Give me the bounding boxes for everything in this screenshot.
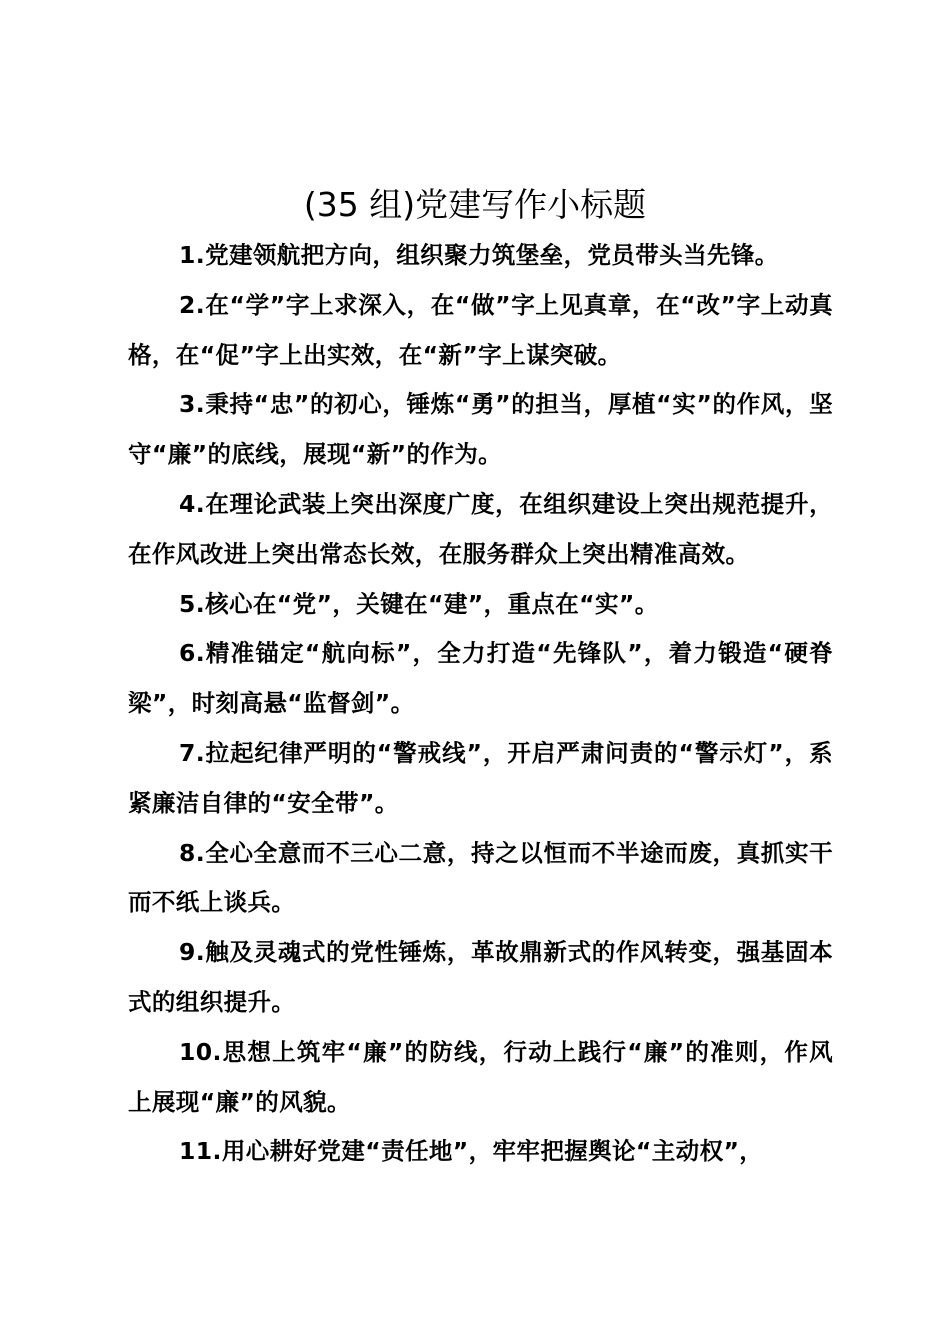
heading-item-10: 10.思想上筑牢“廉”的防线，行动上践行“廉”的准则，作风上展现“廉”的风貌。: [128, 1037, 833, 1116]
heading-item-5: 5.核心在“党”，关键在“建”，重点在“实”。: [179, 589, 659, 618]
heading-item-7: 7.拉起纪律严明的“警戒线”，开启严肃问责的“警示灯”，系紧廉洁自律的“安全带”。: [128, 738, 833, 817]
document-body: [128, 231, 833, 1177]
heading-item-1: 1.党建领航把方向，组织聚力筑堡垒，党员带头当先锋。: [179, 241, 779, 269]
heading-item-2: 2.在“学”字上求深入，在“做”字上见真章，在“改”字上动真格，在“促”字上出实效，在“新”字上谋突破。: [128, 290, 833, 369]
heading-item-6: 6.精准锚定“航向标”，全力打造“先锋队”，着力锻造“硬脊梁”，时刻高悬“监督剑”。: [128, 639, 833, 718]
heading-item-9: 9.触及灵魂式的党性锤炼，革故鼎新式的作风转变，强基固本式的组织提升。: [128, 938, 833, 1016]
heading-item-4: 4.在理论武装上突出深度广度，在组织建设上突出规范提升，在作风改进上突出常态长效，在服务群众上突出精准高效。: [128, 489, 833, 568]
heading-item-3: 3.秉持“忠”的初心，锤炼“勇”的担当，厚植“实”的作风，坚守“廉”的底线，展现“新”的作为。: [128, 390, 833, 469]
document-title: (35 组)党建写作小标题: [303, 185, 647, 224]
heading-item-11: 11.用心耕好党建“责任地”，牢牢把握舆论“主动权”，: [179, 1137, 764, 1166]
heading-item-8: 8.全心全意而不三心二意，持之以恒而不半途而废，真抓实干而不纸上谈兵。: [128, 838, 833, 917]
